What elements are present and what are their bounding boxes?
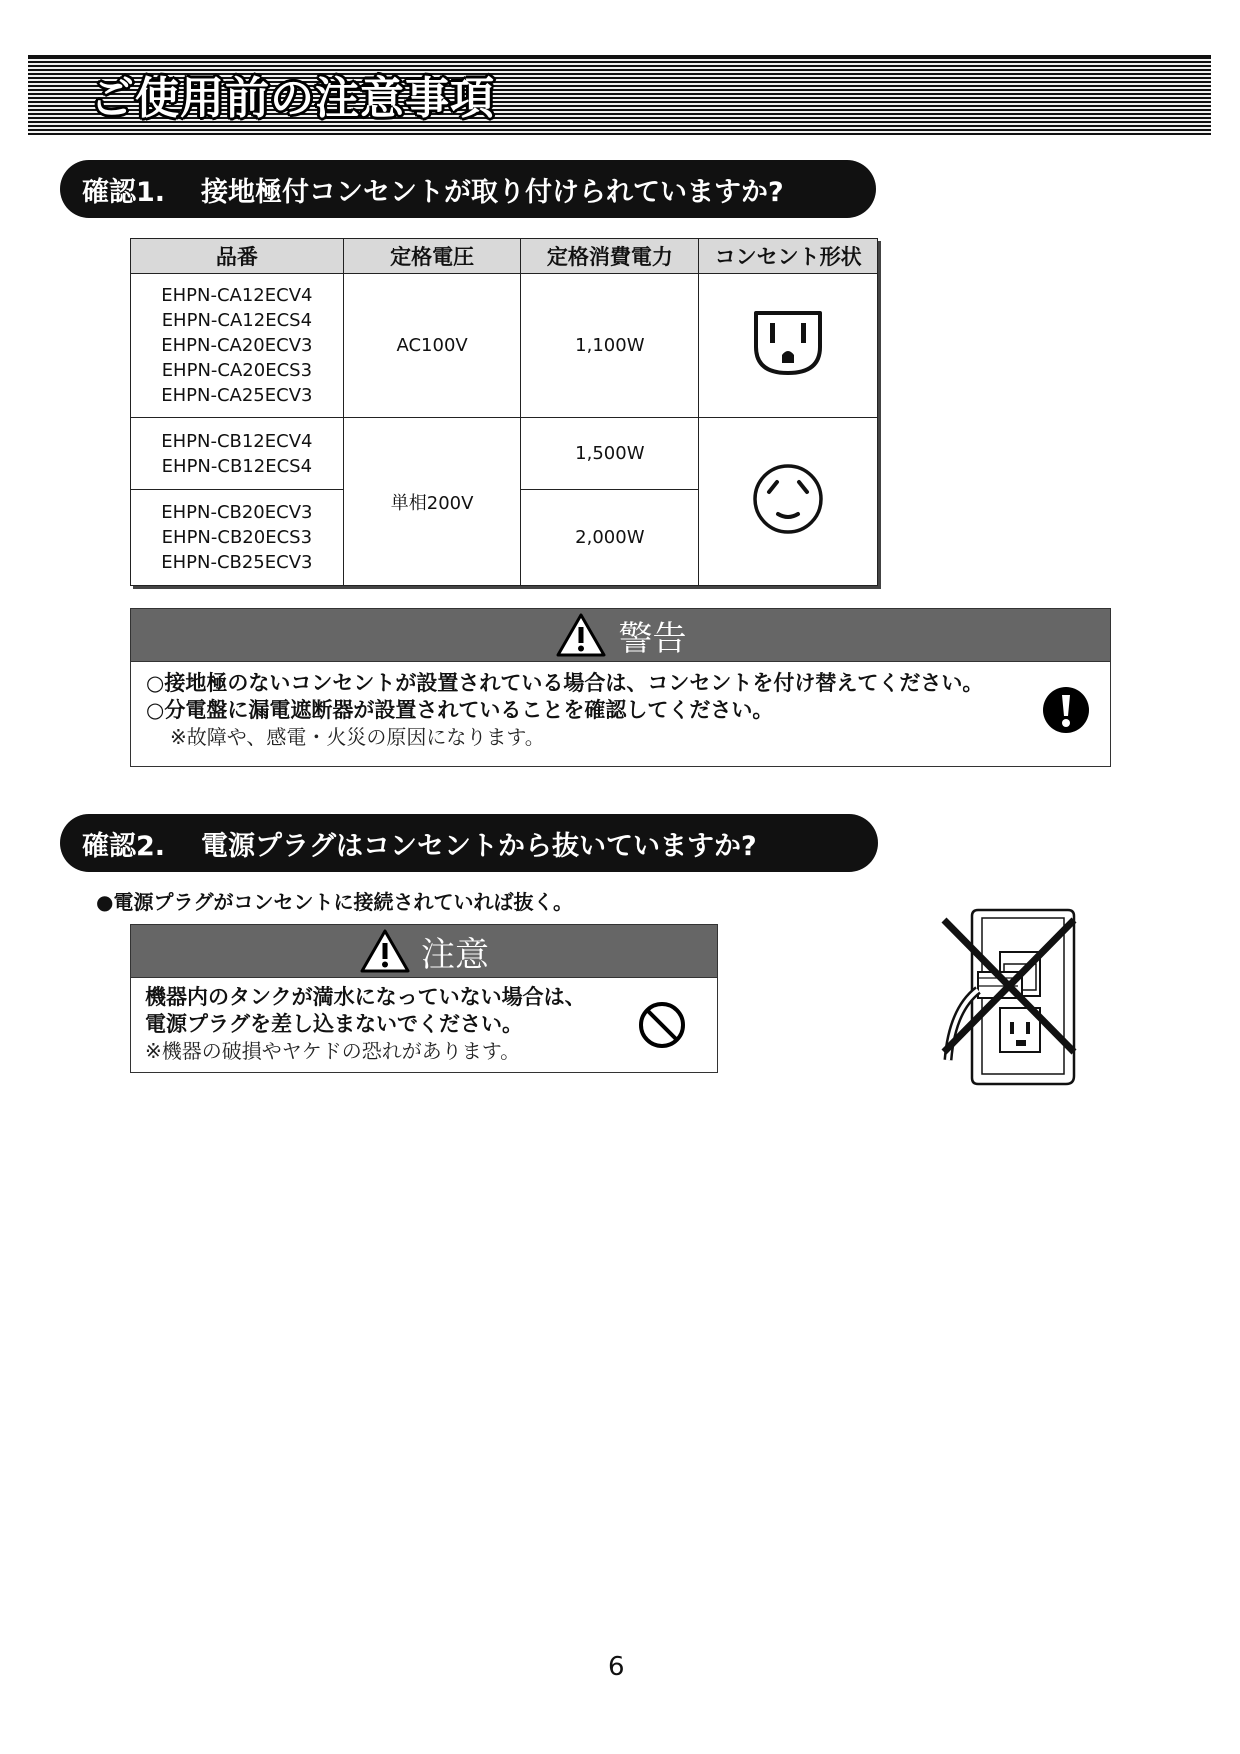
caution-triangle-icon bbox=[359, 928, 411, 974]
col-header-outlet: コンセント形状 bbox=[699, 239, 878, 274]
model-number: EHPN-CA20ECV3 bbox=[161, 335, 313, 356]
model-cell bbox=[131, 490, 344, 586]
caution-note: ※機器の破損やヤケドの恐れがあります。 bbox=[145, 1039, 521, 1063]
model-number: EHPN-CB20ECS3 bbox=[161, 527, 313, 548]
model-cell bbox=[131, 274, 344, 418]
model-number: EHPN-CB25ECV3 bbox=[161, 552, 313, 573]
table-row bbox=[131, 274, 878, 418]
check2-question: 電源プラグはコンセントから抜いていますか? bbox=[201, 830, 757, 862]
caution-line: 機器内のタンクが満水になっていない場合は、 bbox=[145, 985, 586, 1009]
table-header-row bbox=[131, 239, 878, 274]
warning-body bbox=[131, 662, 1110, 751]
model-number: EHPN-CA20ECS3 bbox=[161, 360, 313, 381]
outlet-cell bbox=[699, 418, 878, 586]
warning-header bbox=[131, 609, 1110, 662]
warning-line: ○接地極のないコンセントが設置されている場合は、コンセントを付け替えてください。 bbox=[146, 671, 984, 695]
prohibited-icon bbox=[637, 1000, 687, 1050]
model-number: EHPN-CA12ECV4 bbox=[161, 285, 313, 306]
spec-table bbox=[130, 238, 878, 586]
outlet-cell bbox=[699, 274, 878, 418]
model-number: EHPN-CB12ECV4 bbox=[161, 430, 313, 452]
warning-title: 警告 bbox=[618, 618, 687, 659]
voltage-cell: 単相200V bbox=[343, 418, 521, 586]
model-number: EHPN-CA12ECS4 bbox=[161, 310, 313, 331]
caution-title: 注意 bbox=[421, 934, 489, 975]
col-header-voltage: 定格電圧 bbox=[343, 239, 521, 274]
voltage-cell: AC100V bbox=[343, 274, 521, 418]
col-header-power: 定格消費電力 bbox=[521, 239, 699, 274]
model-number: EHPN-CB12ECS4 bbox=[161, 455, 313, 477]
mandatory-exclamation-icon bbox=[1042, 686, 1090, 734]
model-number: EHPN-CA25ECV3 bbox=[161, 385, 313, 406]
warning-triangle-icon bbox=[555, 612, 607, 658]
caution-body bbox=[131, 978, 717, 1065]
page-number: 6 bbox=[608, 1652, 625, 1682]
power-cell: 1,100W bbox=[521, 274, 699, 418]
200v-outlet-icon bbox=[751, 462, 825, 536]
grounded-100v-outlet-icon bbox=[750, 307, 826, 379]
model-cell bbox=[131, 418, 344, 490]
caution-line: 電源プラグを差し込まないでください。 bbox=[145, 1012, 523, 1036]
table-row bbox=[131, 418, 878, 490]
warning-box bbox=[130, 608, 1111, 767]
check2-heading bbox=[60, 814, 878, 872]
caution-box bbox=[130, 924, 718, 1073]
col-header-model: 品番 bbox=[131, 239, 344, 274]
page-title: ご使用前の注意事項 bbox=[90, 73, 495, 124]
warning-note: ※故障や、感電・火災の原因になります。 bbox=[170, 725, 545, 749]
check1-heading bbox=[60, 160, 876, 218]
power-cell: 1,500W bbox=[521, 418, 699, 490]
unplug-illustration bbox=[938, 900, 1086, 1090]
caution-header bbox=[131, 925, 717, 978]
check1-question: 接地極付コンセントが取り付けられていますか? bbox=[201, 176, 784, 208]
check1-label: 確認1. bbox=[82, 176, 166, 208]
instruction-text: ●電源プラグがコンセントに接続されていれば抜く。 bbox=[96, 890, 574, 914]
warning-line: ○分電盤に漏電遮断器が設置されていることを確認してください。 bbox=[146, 698, 774, 722]
model-number: EHPN-CB20ECV3 bbox=[161, 502, 313, 523]
check2-label: 確認2. bbox=[82, 830, 166, 862]
power-cell: 2,000W bbox=[521, 490, 699, 586]
